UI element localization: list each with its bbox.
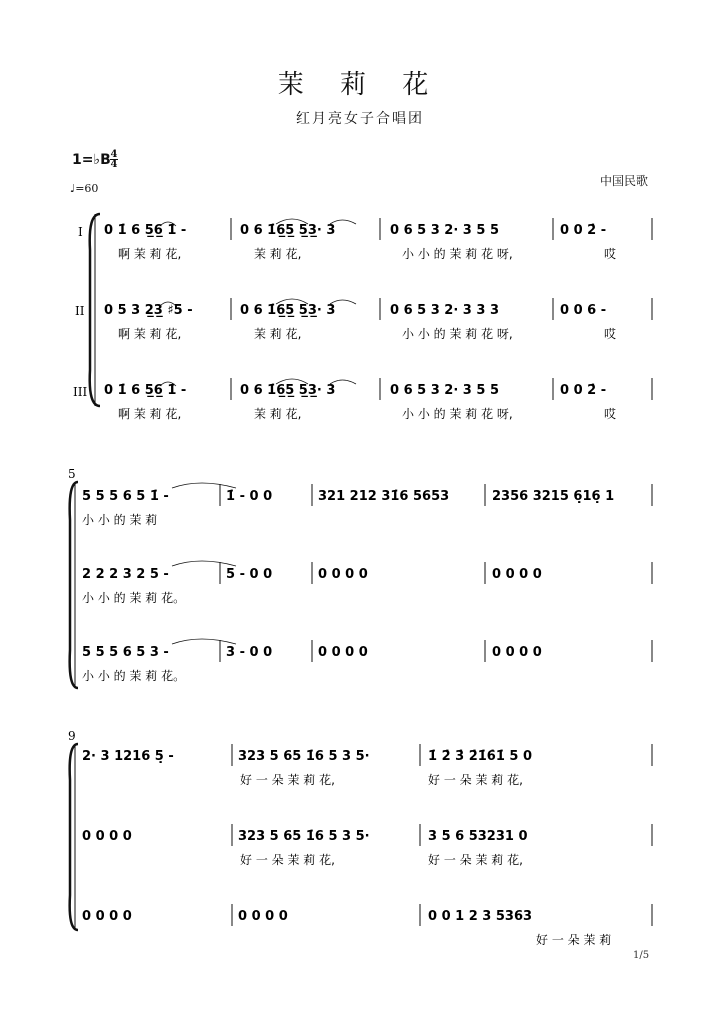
system-brace bbox=[70, 744, 78, 930]
m10-n: 323 5 65 1̇6 5 3 5· bbox=[238, 749, 370, 764]
page-number: 1/5 bbox=[633, 950, 650, 961]
measure-number-5: 5 bbox=[68, 467, 76, 481]
m8-n: 0 0 0 0 bbox=[492, 567, 542, 582]
lyric-3-4: 哎 bbox=[604, 407, 617, 421]
lyric-s3-2b: 好 一 朵 茉 莉 花, bbox=[428, 853, 523, 867]
lyric-2-4: 哎 bbox=[604, 327, 617, 341]
m7-n: 0 0 0 0 bbox=[318, 645, 368, 660]
m8-n: 2356 3215 6̣16̣ 1 bbox=[492, 489, 615, 504]
m4-n: 0 0 6 - bbox=[560, 303, 607, 318]
m7-n: 321 212 31̇6 5653 bbox=[318, 489, 450, 504]
system-2 bbox=[68, 467, 652, 688]
m10-n: 0 0 0 0 bbox=[238, 909, 288, 924]
m1-n: 0 1̇ 6 5̲6̲ 1̇ - bbox=[104, 223, 187, 238]
part-label-1: I bbox=[78, 225, 83, 239]
m11-n: 1̇ 2̇ 3̇ 2̇1̇6̇1̇ 5 0 bbox=[428, 749, 533, 764]
m5-n: 5 5 5 6 5 3 - bbox=[82, 645, 169, 660]
m3-n: 0 6 5 3 2· 3 5 5 bbox=[390, 383, 499, 398]
lyric-s2-1: 小 小 的 茉 莉 bbox=[82, 513, 158, 527]
lyric-1-3: 小 小 的 茉 莉 花 呀, bbox=[402, 247, 513, 261]
source-credit: 中国民歌 bbox=[600, 174, 649, 188]
lyric-s3-3: 好 一 朵 茉 莉 bbox=[536, 933, 612, 947]
m10-n: 323 5 65 1̇6 5 3 5· bbox=[238, 829, 370, 844]
m1-n: 0 1̇ 6 5̲6̲ 1̇ - bbox=[104, 383, 187, 398]
m9-n: 0 0 0 0 bbox=[82, 909, 132, 924]
time-signature-bottom: 4 bbox=[110, 159, 118, 170]
score-title: 茉 莉 花 bbox=[277, 70, 443, 100]
lyric-2-1: 啊 茉 莉 花, bbox=[118, 327, 182, 341]
m11-n: 0 0 1 2 3 5363 bbox=[428, 909, 533, 924]
lyric-s3-2a: 好 一 朵 茉 莉 花, bbox=[240, 853, 335, 867]
m4-n: 0 0 2̇ - bbox=[560, 383, 607, 398]
part-label-2: II bbox=[75, 304, 85, 318]
m2-n: 0 6 1̇6̲5̲ 5̲3̲· 3 bbox=[240, 223, 336, 238]
svg-text:0 1̇ 6 5̲6̲ 1̇ - bbox=[104, 223, 186, 238]
m6-n: 3 - 0 0 bbox=[226, 645, 273, 660]
measure-number-9: 9 bbox=[68, 729, 76, 743]
m3-n: 0 6 5 3 2· 3 3 3 bbox=[390, 303, 499, 318]
m6-n: 1̇ - 0 0 bbox=[226, 489, 273, 504]
tempo-marking: ♩=60 bbox=[70, 182, 99, 195]
system-brace bbox=[70, 482, 78, 688]
key-signature: 1=♭B bbox=[72, 152, 111, 168]
m2-n: 0 6 1̇6̲5̲ 5̲3̲· 3 bbox=[240, 383, 336, 398]
m3-n: 0 6 5 3 2· 3 5 5 bbox=[390, 223, 499, 238]
lyric-1-4: 哎 bbox=[604, 247, 617, 261]
m9-n: 0 0 0 0 bbox=[82, 829, 132, 844]
m8-n: 0 0 0 0 bbox=[492, 645, 542, 660]
lyric-s3-1a: 好 一 朵 茉 莉 花, bbox=[240, 773, 335, 787]
m9-n: 2· 3 1216 5̣ - bbox=[82, 749, 174, 764]
time-signature-top: 4 bbox=[110, 149, 118, 160]
lyric-1-1: 啊 茉 莉 花, bbox=[118, 247, 182, 261]
system-1 bbox=[73, 214, 652, 421]
lyric-s2-2: 小 小 的 茉 莉 花。 bbox=[82, 591, 186, 605]
m2-n: 0 6 1̇6̲5̲ 5̲3̲· 3 bbox=[240, 303, 336, 318]
lyric-s2-3: 小 小 的 茉 莉 花。 bbox=[82, 669, 186, 683]
lyric-3-3: 小 小 的 茉 莉 花 呀, bbox=[402, 407, 513, 421]
lyric-3-1: 啊 茉 莉 花, bbox=[118, 407, 182, 421]
lyric-2-2: 茉 莉 花, bbox=[254, 327, 302, 341]
m5-n: 5 5 5 6 5 1̇ - bbox=[82, 489, 169, 504]
lyric-3-2: 茉 莉 花, bbox=[254, 407, 302, 421]
system-3 bbox=[68, 729, 652, 947]
part-label-3: III bbox=[73, 385, 88, 399]
m6-n: 5 - 0 0 bbox=[226, 567, 273, 582]
lyric-1-2: 茉 莉 花, bbox=[254, 247, 302, 261]
m11-n: 3 5 6 53231 0 bbox=[428, 829, 528, 844]
lyric-s3-1b: 好 一 朵 茉 莉 花, bbox=[428, 773, 523, 787]
score-subtitle: 红月亮女子合唱团 bbox=[296, 111, 424, 127]
m1-n: 0 5 3 2̲3̲ ♯5 - bbox=[104, 303, 193, 318]
m7-n: 0 0 0 0 bbox=[318, 567, 368, 582]
m5-n: 2 2 2 3 2 5 - bbox=[82, 567, 169, 582]
m4-n: 0 0 2̇ - bbox=[560, 223, 607, 238]
lyric-2-3: 小 小 的 茉 莉 花 呀, bbox=[402, 327, 513, 341]
